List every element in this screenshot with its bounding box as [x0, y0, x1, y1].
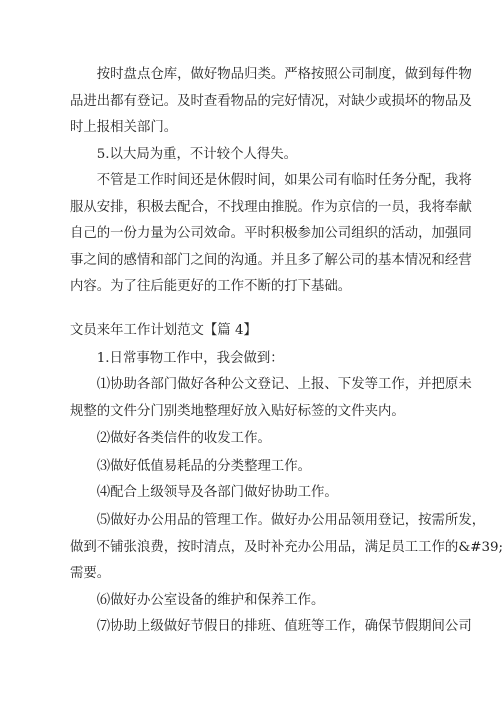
paragraph-inventory: [70, 62, 472, 142]
text-line: ⑵做好各类信件的收发工作。: [70, 431, 271, 446]
text-line: 需要。: [70, 566, 111, 581]
text-line: 1.日常事物工作中，我会做到：: [70, 351, 284, 366]
paragraph-item-1: [70, 346, 432, 373]
text-line: 按时盘点仓库，做好物品归类。严格按照公司制度，做到每件物: [70, 67, 472, 82]
paragraph-overtime: [70, 168, 472, 301]
text-line: 规整的文件分门别类地整理好放入贴好标签的文件夹内。: [70, 403, 405, 419]
paragraph-sub-3: [70, 454, 432, 481]
heading-line: 文员来年工作计划范文【篇 4】: [70, 323, 257, 338]
text-line: 事之间的感情和部门之间的沟通。并且多了解公司的基本情况和经营: [70, 252, 472, 268]
text-line: 自己的一份力量为公司效命。平时积极参加公司组织的活动，加强同: [70, 226, 472, 241]
text-line: 时上报相关部门。: [70, 120, 178, 135]
paragraph-sub-5: [70, 508, 503, 588]
paragraph-sub-2: [70, 426, 432, 453]
text-line: 不管是工作时间还是休假时间，如果公司有临时任务分配，我将: [70, 173, 472, 188]
text-line: 品进出都有登记。及时查看物品的完好情况，对缺少或损坏的物品及: [70, 93, 472, 109]
text-line: 5.以大局为重，不计较个人得失。: [70, 147, 298, 162]
paragraph-item-5: [70, 142, 432, 169]
text-line: ⑶做好低值易耗品的分类整理工作。: [70, 459, 312, 474]
text-line: ⑹做好办公室设备的维护和保养工作。: [70, 593, 325, 608]
text-line: ⑴协助各部门做好各种公文登记、上报、下发等工作，并把原未: [70, 377, 472, 392]
text-line: 内容。为了往后能更好的工作不断的打下基础。: [70, 279, 352, 294]
paragraph-sub-7: [70, 614, 472, 641]
text-line: ⑸做好办公用品的管理工作。做好办公用品领用登记，按需所发，: [70, 513, 486, 528]
text-line: 服从安排，积极去配合，不找理由推脱。作为京信的一员，我将奉献: [70, 199, 472, 215]
text-line: ⑺协助上级做好节假日的排班、值班等工作，确保节假期间公司: [70, 619, 472, 634]
text-line: ⑷配合上级领导及各部门做好协助工作。: [70, 485, 338, 500]
section-heading: [70, 318, 432, 345]
paragraph-sub-4: [70, 480, 432, 507]
paragraph-sub-1: [70, 372, 472, 425]
paragraph-sub-6: [70, 588, 432, 615]
text-line: 做到不铺张浪费，按时清点，及时补充办公用品，满足员工工作的&#39;: [70, 539, 503, 555]
